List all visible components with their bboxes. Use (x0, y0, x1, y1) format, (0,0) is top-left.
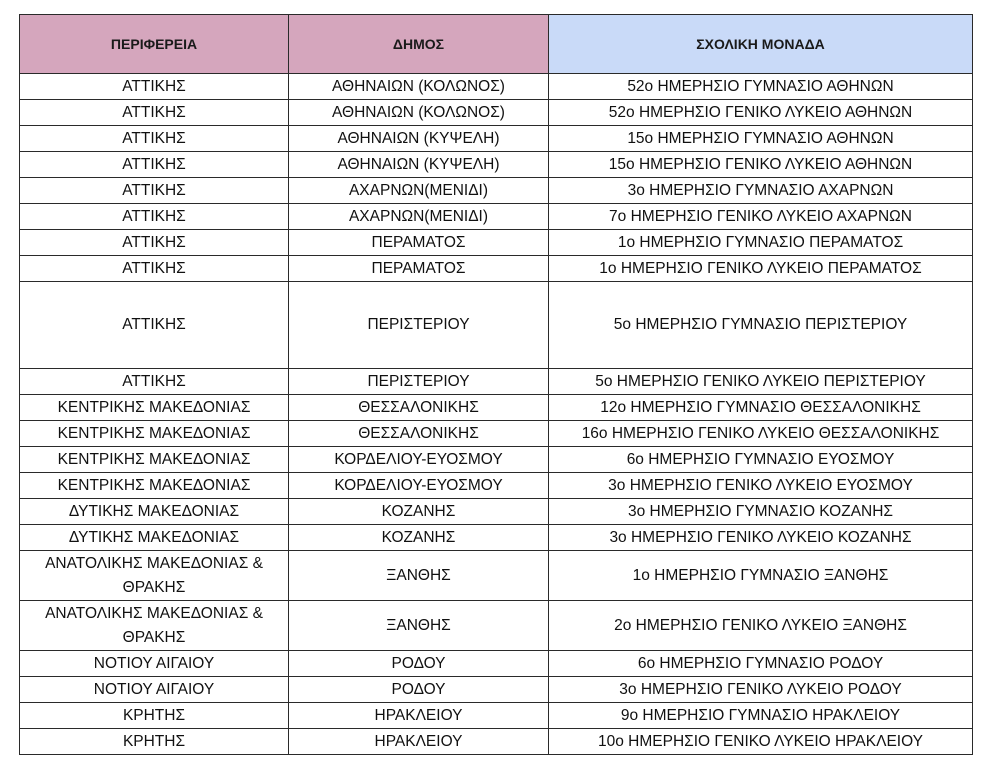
table-row (20, 395, 973, 421)
table-row (20, 499, 973, 525)
cell-municipality: ΑΧΑΡΝΩΝ(ΜΕΝΙΔΙ) (289, 204, 549, 230)
cell-region: ΑΤΤΙΚΗΣ (20, 74, 289, 100)
table-row (20, 703, 973, 729)
cell-region: ΚΕΝΤΡΙΚΗΣ ΜΑΚΕΔΟΝΙΑΣ (20, 473, 289, 499)
cell-region: ΑΤΤΙΚΗΣ (20, 256, 289, 282)
cell-school: 1ο ΗΜΕΡΗΣΙΟ ΓΥΜΝΑΣΙΟ ΠΕΡΑΜΑΤΟΣ (549, 230, 973, 256)
table-row (20, 152, 973, 178)
cell-region: ΚΕΝΤΡΙΚΗΣ ΜΑΚΕΔΟΝΙΑΣ (20, 395, 289, 421)
table-row (20, 230, 973, 256)
table-header (20, 15, 973, 74)
table-row (20, 421, 973, 447)
cell-municipality: ΑΘΗΝΑΙΩΝ (ΚΥΨΕΛΗ) (289, 126, 549, 152)
cell-region: ΚΡΗΤΗΣ (20, 729, 289, 755)
table-row (20, 525, 973, 551)
header-row (20, 15, 973, 74)
table-row (20, 601, 973, 651)
cell-school: 1ο ΗΜΕΡΗΣΙΟ ΓΕΝΙΚΟ ΛΥΚΕΙΟ ΠΕΡΑΜΑΤΟΣ (549, 256, 973, 282)
table-row (20, 651, 973, 677)
cell-school: 10ο ΗΜΕΡΗΣΙΟ ΓΕΝΙΚΟ ΛΥΚΕΙΟ ΗΡΑΚΛΕΙΟΥ (549, 729, 973, 755)
table-row (20, 178, 973, 204)
cell-school: 6ο ΗΜΕΡΗΣΙΟ ΓΥΜΝΑΣΙΟ ΕΥΟΣΜΟΥ (549, 447, 973, 473)
cell-municipality: ΠΕΡΙΣΤΕΡΙΟΥ (289, 369, 549, 395)
cell-school: 3ο ΗΜΕΡΗΣΙΟ ΓΕΝΙΚΟ ΛΥΚΕΙΟ ΕΥΟΣΜΟΥ (549, 473, 973, 499)
cell-school: 3ο ΗΜΕΡΗΣΙΟ ΓΕΝΙΚΟ ΛΥΚΕΙΟ ΡΟΔΟΥ (549, 677, 973, 703)
cell-municipality: ΡΟΔΟΥ (289, 651, 549, 677)
table-row (20, 74, 973, 100)
table-body (20, 74, 973, 755)
cell-school: 6ο ΗΜΕΡΗΣΙΟ ΓΥΜΝΑΣΙΟ ΡΟΔΟΥ (549, 651, 973, 677)
cell-school: 3ο ΗΜΕΡΗΣΙΟ ΓΥΜΝΑΣΙΟ ΑΧΑΡΝΩΝ (549, 178, 973, 204)
cell-municipality: ΞΑΝΘΗΣ (289, 551, 549, 601)
cell-region: ΚΡΗΤΗΣ (20, 703, 289, 729)
cell-school: 5ο ΗΜΕΡΗΣΙΟ ΓΕΝΙΚΟ ΛΥΚΕΙΟ ΠΕΡΙΣΤΕΡΙΟΥ (549, 369, 973, 395)
cell-municipality: ΠΕΡΑΜΑΤΟΣ (289, 256, 549, 282)
cell-municipality: ΗΡΑΚΛΕΙΟΥ (289, 729, 549, 755)
cell-school: 15ο ΗΜΕΡΗΣΙΟ ΓΥΜΝΑΣΙΟ ΑΘΗΝΩΝ (549, 126, 973, 152)
cell-region: ΔΥΤΙΚΗΣ ΜΑΚΕΔΟΝΙΑΣ (20, 525, 289, 551)
table-row (20, 282, 973, 369)
table-row (20, 473, 973, 499)
cell-municipality: ΘΕΣΣΑΛΟΝΙΚΗΣ (289, 395, 549, 421)
cell-municipality: ΘΕΣΣΑΛΟΝΙΚΗΣ (289, 421, 549, 447)
cell-region: ΝΟΤΙΟΥ ΑΙΓΑΙΟΥ (20, 651, 289, 677)
cell-school: 9ο ΗΜΕΡΗΣΙΟ ΓΥΜΝΑΣΙΟ ΗΡΑΚΛΕΙΟΥ (549, 703, 973, 729)
cell-school: 3ο ΗΜΕΡΗΣΙΟ ΓΥΜΝΑΣΙΟ ΚΟΖΑΝΗΣ (549, 499, 973, 525)
cell-municipality: ΑΧΑΡΝΩΝ(ΜΕΝΙΔΙ) (289, 178, 549, 204)
table-row (20, 677, 973, 703)
cell-municipality: ΑΘΗΝΑΙΩΝ (ΚΥΨΕΛΗ) (289, 152, 549, 178)
cell-municipality: ΞΑΝΘΗΣ (289, 601, 549, 651)
cell-region: ΑΤΤΙΚΗΣ (20, 204, 289, 230)
cell-municipality: ΗΡΑΚΛΕΙΟΥ (289, 703, 549, 729)
cell-municipality: ΠΕΡΑΜΑΤΟΣ (289, 230, 549, 256)
cell-region: ΑΝΑΤΟΛΙΚΗΣ ΜΑΚΕΔΟΝΙΑΣ & ΘΡΑΚΗΣ (20, 551, 289, 601)
cell-region: ΑΤΤΙΚΗΣ (20, 126, 289, 152)
cell-region: ΔΥΤΙΚΗΣ ΜΑΚΕΔΟΝΙΑΣ (20, 499, 289, 525)
table-row (20, 729, 973, 755)
cell-school: 1ο ΗΜΕΡΗΣΙΟ ΓΥΜΝΑΣΙΟ ΞΑΝΘΗΣ (549, 551, 973, 601)
table-row (20, 369, 973, 395)
cell-region: ΝΟΤΙΟΥ ΑΙΓΑΙΟΥ (20, 677, 289, 703)
table-row (20, 204, 973, 230)
cell-region: ΑΤΤΙΚΗΣ (20, 100, 289, 126)
cell-region: ΑΤΤΙΚΗΣ (20, 369, 289, 395)
header-region: ΠΕΡΙΦΕΡΕΙΑ (20, 15, 289, 74)
cell-region: ΑΤΤΙΚΗΣ (20, 282, 289, 369)
cell-school: 16ο ΗΜΕΡΗΣΙΟ ΓΕΝΙΚΟ ΛΥΚΕΙΟ ΘΕΣΣΑΛΟΝΙΚΗΣ (549, 421, 973, 447)
cell-school: 3ο ΗΜΕΡΗΣΙΟ ΓΕΝΙΚΟ ΛΥΚΕΙΟ ΚΟΖΑΝΗΣ (549, 525, 973, 551)
schools-table (19, 14, 973, 755)
cell-school: 7ο ΗΜΕΡΗΣΙΟ ΓΕΝΙΚΟ ΛΥΚΕΙΟ ΑΧΑΡΝΩΝ (549, 204, 973, 230)
cell-school: 52ο ΗΜΕΡΗΣΙΟ ΓΕΝΙΚΟ ΛΥΚΕΙΟ ΑΘΗΝΩΝ (549, 100, 973, 126)
table-row (20, 100, 973, 126)
cell-municipality: ΑΘΗΝΑΙΩΝ (ΚΟΛΩΝΟΣ) (289, 100, 549, 126)
cell-region: ΚΕΝΤΡΙΚΗΣ ΜΑΚΕΔΟΝΙΑΣ (20, 421, 289, 447)
cell-region: ΑΤΤΙΚΗΣ (20, 230, 289, 256)
cell-municipality: ΑΘΗΝΑΙΩΝ (ΚΟΛΩΝΟΣ) (289, 74, 549, 100)
cell-municipality: ΠΕΡΙΣΤΕΡΙΟΥ (289, 282, 549, 369)
header-school: ΣΧΟΛΙΚΗ ΜΟΝΑΔΑ (549, 15, 973, 74)
cell-municipality: ΚΟΡΔΕΛΙΟΥ-ΕΥΟΣΜΟΥ (289, 473, 549, 499)
cell-school: 12ο ΗΜΕΡΗΣΙΟ ΓΥΜΝΑΣΙΟ ΘΕΣΣΑΛΟΝΙΚΗΣ (549, 395, 973, 421)
table-row (20, 551, 973, 601)
cell-school: 2ο ΗΜΕΡΗΣΙΟ ΓΕΝΙΚΟ ΛΥΚΕΙΟ ΞΑΝΘΗΣ (549, 601, 973, 651)
cell-region: ΑΝΑΤΟΛΙΚΗΣ ΜΑΚΕΔΟΝΙΑΣ & ΘΡΑΚΗΣ (20, 601, 289, 651)
cell-region: ΑΤΤΙΚΗΣ (20, 152, 289, 178)
cell-municipality: ΡΟΔΟΥ (289, 677, 549, 703)
cell-region: ΑΤΤΙΚΗΣ (20, 178, 289, 204)
cell-school: 5ο ΗΜΕΡΗΣΙΟ ΓΥΜΝΑΣΙΟ ΠΕΡΙΣΤΕΡΙΟΥ (549, 282, 973, 369)
cell-municipality: ΚΟΖΑΝΗΣ (289, 525, 549, 551)
cell-region: ΚΕΝΤΡΙΚΗΣ ΜΑΚΕΔΟΝΙΑΣ (20, 447, 289, 473)
cell-municipality: ΚΟΡΔΕΛΙΟΥ-ΕΥΟΣΜΟΥ (289, 447, 549, 473)
cell-municipality: ΚΟΖΑΝΗΣ (289, 499, 549, 525)
table-row (20, 126, 973, 152)
cell-school: 52ο ΗΜΕΡΗΣΙΟ ΓΥΜΝΑΣΙΟ ΑΘΗΝΩΝ (549, 74, 973, 100)
table-row (20, 256, 973, 282)
cell-school: 15ο ΗΜΕΡΗΣΙΟ ΓΕΝΙΚΟ ΛΥΚΕΙΟ ΑΘΗΝΩΝ (549, 152, 973, 178)
table-row (20, 447, 973, 473)
header-municipality: ΔΗΜΟΣ (289, 15, 549, 74)
